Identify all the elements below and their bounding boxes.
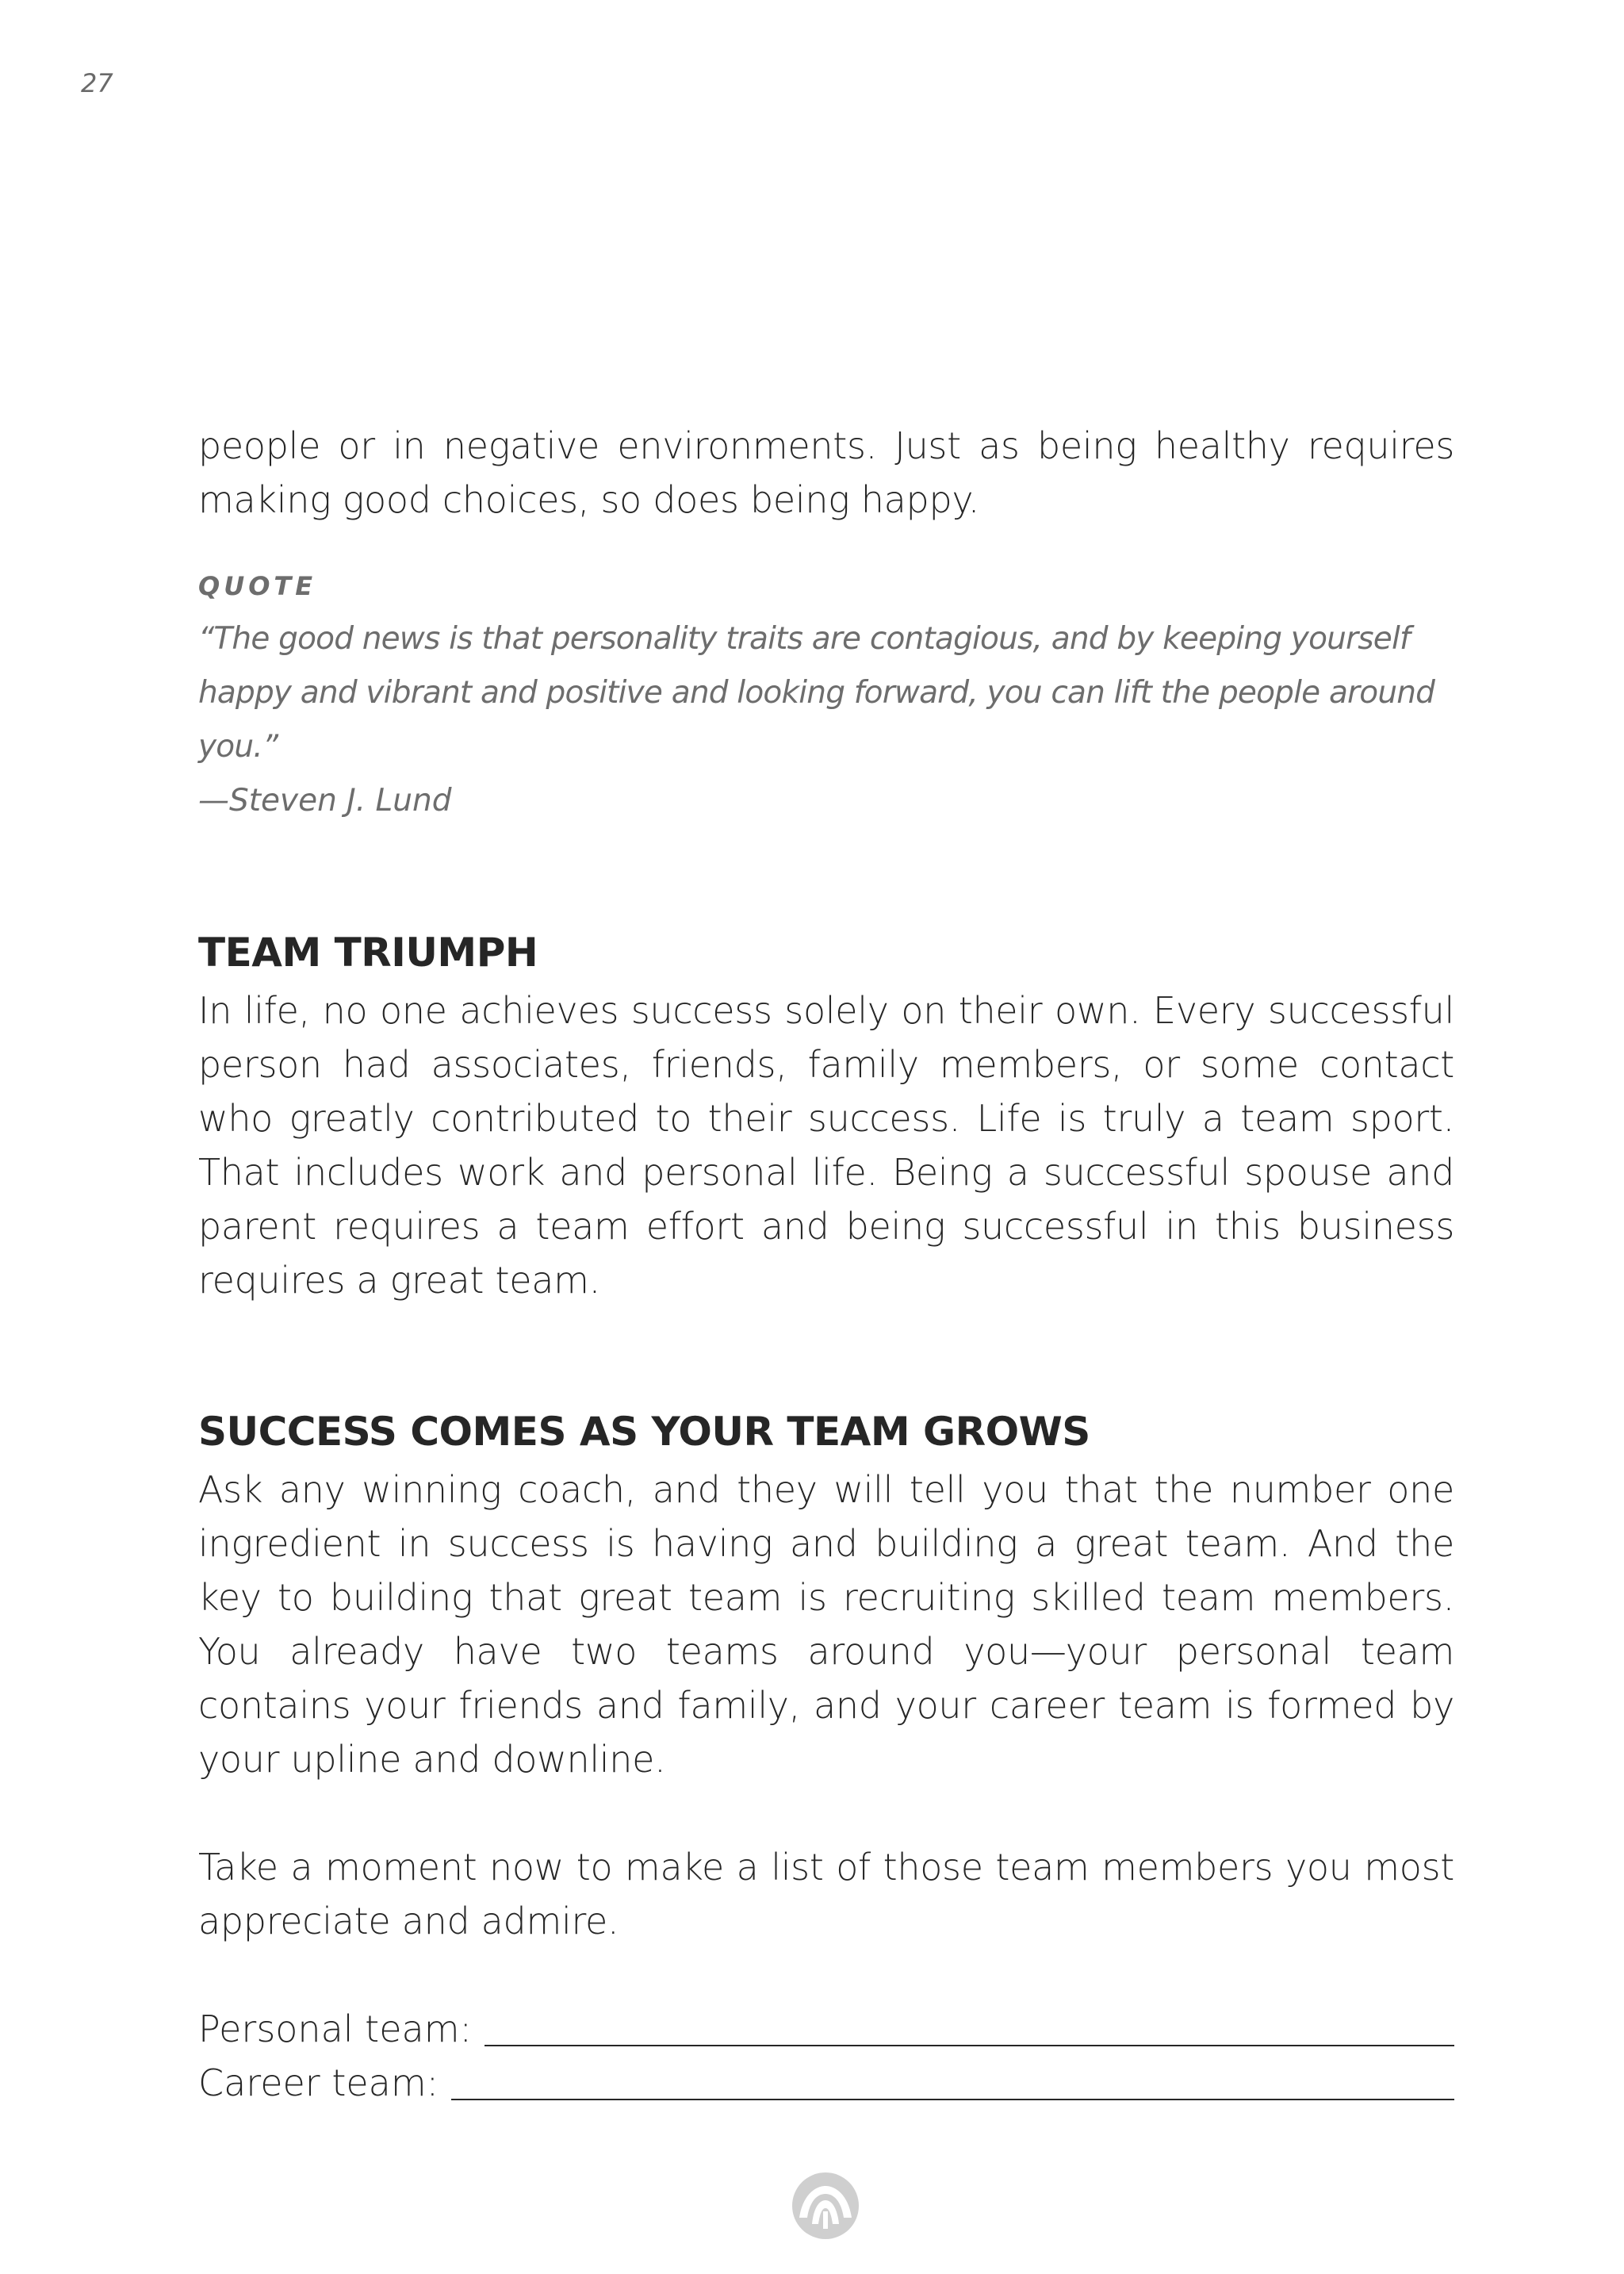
quote-text: “The good news is that personality traits are contagious, and by keeping yourself happy and vibrant and positive and looking forward, you can lift the people around you.” [198, 621, 1435, 765]
personal-team-label: Personal team: [198, 2007, 472, 2050]
fill-in-lines [198, 2002, 1454, 2110]
quote-label: QUOTE [198, 571, 317, 601]
page-content [198, 419, 1454, 2110]
career-team-row [198, 2056, 1454, 2110]
intro-paragraph: people or in negative environments. Just as being healthy requires making good choices, so does being happy. [198, 424, 1454, 521]
career-team-blank[interactable] [451, 2099, 1454, 2100]
personal-team-blank[interactable] [485, 2045, 1454, 2046]
page-number: 27 [81, 68, 113, 98]
quote-block [198, 571, 1454, 828]
quote-author: —Steven J. Lund [198, 783, 452, 819]
team-triumph-heading: TEAM TRIUMPH [198, 930, 538, 976]
success-heading: SUCCESS COMES AS YOUR TEAM GROWS [198, 1409, 1090, 1455]
success-prompt: Take a moment now to make a list of those team members you most appreciate and admire. [198, 1846, 1454, 1942]
team-triumph-paragraph: In life, no one achieves success solely on their own. Every successful person had associates, friends, family members, or some contact who greatly contributed to their success. Life is truly a team sport. That includes work and personal life. Being a successful spouse and parent requires a team effort and being successful in this business requires a great team. [198, 989, 1454, 1302]
career-team-label: Career team: [198, 2061, 439, 2104]
team-triumph-section [198, 930, 1454, 1307]
success-paragraph: Ask any winning coach, and they will tell you that the number one ingredient in success is having and building a great team. And the key to building that great team is recruiting skilled team members. You already have two teams around you—your personal team contains your friends and family, and your career team is formed by your upline and downline. [198, 1468, 1454, 1781]
personal-team-row [198, 2002, 1454, 2056]
brand-logo-icon [791, 2172, 860, 2240]
success-section [198, 1409, 1454, 2110]
